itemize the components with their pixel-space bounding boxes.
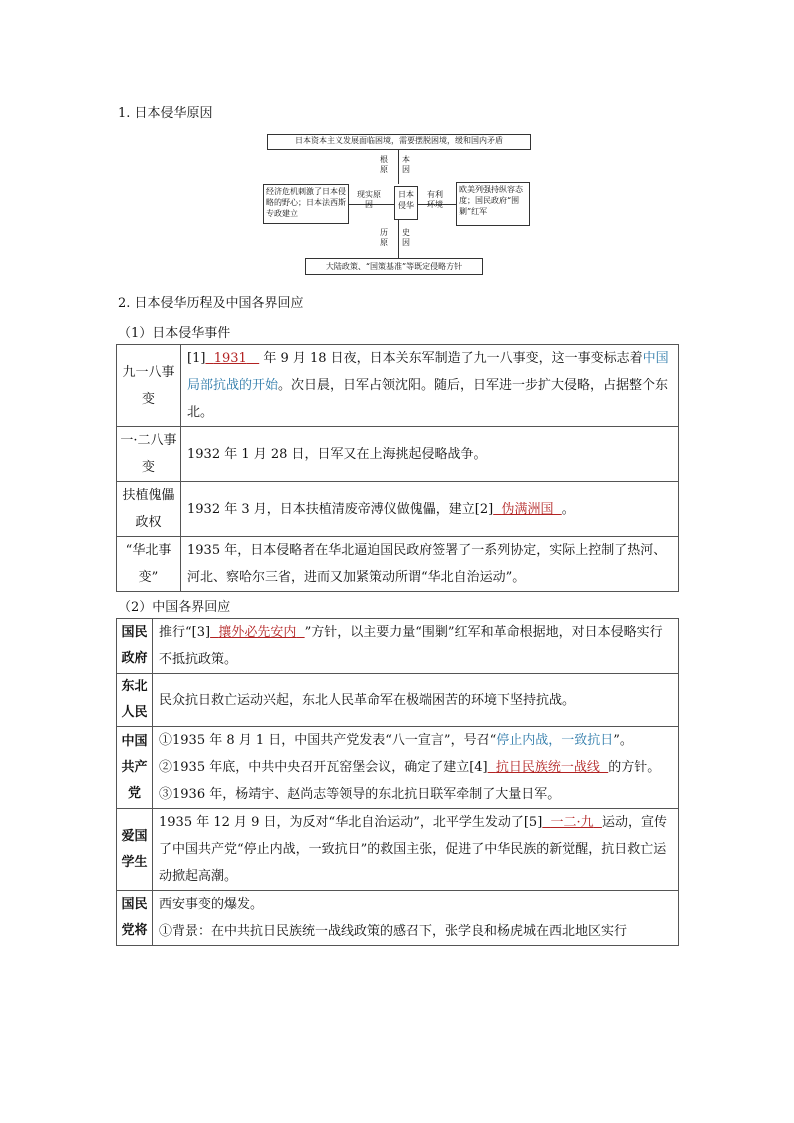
row-content [153,619,679,674]
row-content: 民众抗日救亡运动兴起，东北人民革命军在极端困苦的环境下坚持抗战。 [153,674,679,727]
answer-blank-2 [493,502,562,517]
table-row [117,674,679,727]
row-text: ”。 [613,733,633,748]
row-label: 一·二八事变 [117,427,181,482]
diagram-label-favorable: 有利环境 [427,190,443,209]
row-content: 1935 年，日本侵略者在华北逼迫国民政府签署了一系列协定，实际上控制了热河、河北、察哈尔三省，进而又加紧策动所谓“华北自治运动”。 [181,537,679,592]
row-label: 国民党将 [117,891,153,946]
diagram-label-fundamental: 本因 [402,155,410,174]
row-label: 东北人民 [117,674,153,727]
row-content [153,891,679,946]
invasion-events-table [116,344,679,592]
table-row [117,727,679,809]
row-text: ①1935 年 8 月 1 日，中国共产党发表“八一宣言”，号召“ [159,733,497,748]
diagram-left-box: 经济危机刺激了日本侵略的野心；日本法西斯专政建立 [263,184,349,224]
row-label: 爱国学生 [117,809,153,891]
table1-title: （1）日本侵华事件 [118,326,231,341]
table2-title: （2）中国各界回应 [118,600,231,615]
answer-blank-4 [488,760,609,775]
diagram-label-historical: 历原 [380,228,388,247]
answer-text: 抗日民族统一战线 [495,760,600,775]
row-text: 推行“ [159,625,192,640]
section-heading-process: 2. 日本侵华历程及中国各界回应 [118,296,304,311]
row-text: 1932 年 3 月，日本扶植清废帝溥仪做傀儡，建立 [187,501,475,517]
blank-marker: [3] [191,625,211,640]
diagram-bottom-box: 大陆政策、“国策基准”等既定侵略方针 [305,258,483,275]
answer-text: 攘外必先安内 [218,625,297,640]
answer-blank-5 [542,815,602,830]
highlight-text: 停止内战，一致抗日 [496,733,614,748]
paragraph: ①背景：在中共抗日民族统一战线政策的感召下，张学良和杨虎城在西北地区实行 [159,924,628,939]
blank-marker: [2] [474,501,494,517]
row-content [153,727,679,809]
row-label: 国民政府 [117,619,153,674]
blank-marker: [5] [523,815,543,830]
answer-text: 伪满洲国 [501,501,554,517]
highlight-text: 中国局部抗战的开始 [187,351,669,393]
table-row [117,809,679,891]
paragraph [159,754,672,781]
china-response-table [116,618,679,946]
table-row [117,482,679,537]
row-content [181,345,679,427]
diagram-label-history-cause: 史因 [402,228,410,247]
diagram-connector-top [398,150,399,184]
answer-text: 一二·九 [550,815,594,830]
table-row [117,537,679,592]
row-text: ”方针，以主要力量“围剿”红军和革命根据地，对日本侵略实行不抵抗政策。 [159,625,663,667]
row-text: 1935 年 12 月 9 日，为反对“华北自治运动”，北平学生发动了 [159,815,524,830]
answer-text: 1931 [213,351,247,366]
row-text: 。次日晨，日军占领沈阳。随后，日军进一步扩大侵略，占据整个东北。 [187,378,669,420]
row-text: ②1935 年底，中共中央召开瓦窑堡会议，确定了建立 [159,760,470,775]
row-label: 扶植傀儡政权 [117,482,181,537]
row-text: 。 [561,501,575,517]
paragraph: ③1936 年，杨靖宇、赵尚志等领导的东北抗日联军牵制了大量日军。 [159,787,561,802]
table-row [117,427,679,482]
section-heading-causes: 1. 日本侵华原因 [118,106,213,121]
diagram-label-root: 根原 [380,155,388,174]
row-content [153,809,679,891]
blank-marker: [4] [469,760,488,775]
blank-marker: [1] [187,351,206,366]
answer-blank-3 [210,625,305,640]
row-text: 年 9 月 18 日夜，日本关东军制造了九一八事变，这一事变标志着 [263,351,643,366]
row-content [181,482,679,537]
table-row [117,345,679,427]
diagram-right-box: 欧美列强持纵容态度；国民政府“围剿”红军 [456,182,530,226]
diagram-center-box: 日本侵华 [394,186,418,220]
paragraph: 西安事变的爆发。 [159,897,264,912]
answer-blank-1 [205,351,259,366]
row-text: 运动，宣传了中国共产党“停止内战，一致抗日”的救国主张，促进了中华民族的新觉醒，抗日救亡运动掀起高潮。 [159,815,667,884]
table-row [117,891,679,946]
diagram-label-realistic: 现实原因 [357,190,381,209]
table-row [117,619,679,674]
row-label: 中国共产党 [117,727,153,809]
row-label: 九一八事变 [117,345,181,427]
paragraph [159,727,672,754]
row-text: 的方针。 [608,760,661,775]
diagram-top-box: 日本资本主义发展面临困境，需要摆脱困境，缓和国内矛盾 [267,134,531,150]
row-label: “华北事变” [117,537,181,592]
row-content: 1932 年 1 月 28 日，日军又在上海挑起侵略战争。 [181,427,679,482]
diagram-connector-bottom [398,220,399,258]
